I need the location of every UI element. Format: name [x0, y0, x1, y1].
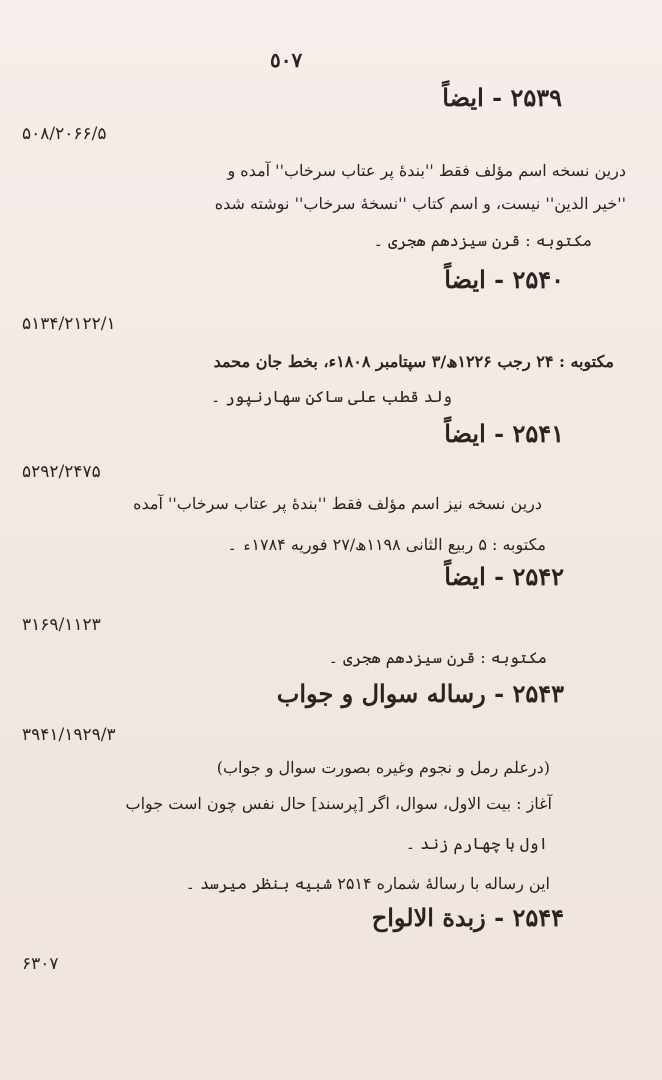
- entry-reference: ۶۳٠۷: [22, 954, 59, 974]
- entry-heading: ۲۵۴۴ - زبدة الالواح: [371, 903, 564, 932]
- entry-reference: ۳۱۶۹/۱۱۲۳: [22, 615, 101, 635]
- entry-line: مکتوبه : قرن سیزدهم هجری ۔: [373, 231, 592, 250]
- entry-heading: ۲۵۳۹ - ایضاً: [442, 83, 562, 112]
- entry-line: (درعلم رمل و نجوم وغیره بصورت سوال و جواب): [216, 758, 550, 777]
- entry-heading: ۲۵۴۱ - ایضاً: [444, 419, 564, 448]
- entry-line: درین نسخه نیز اسم مؤلف فقط ''بندهٔ پر عتاب سرخاب'' آمده: [133, 494, 542, 513]
- entry-reference: ۳۹۴۱/۱۹۲۹/۳: [22, 725, 116, 745]
- entry-line: مکتوبه : ۲۴ رجب ۱۲۲۶ھ/۳ سپتامبر ۱۸٠۸ء، بخط جان محمد: [213, 352, 614, 371]
- page-number: ٥٠٧: [270, 48, 303, 72]
- entry-line: مکتوبه : قرن سیزدهم هجری ۔: [328, 648, 547, 667]
- entry-heading: ۲۵۴٠ - ایضاً: [444, 265, 564, 294]
- entry-reference: ۵۲۹۲/۲۴۷۵: [22, 462, 101, 482]
- entry-heading: ۲۵۴۳ - رساله سوال و جواب: [276, 679, 564, 708]
- entry-line: ولد قطب علی ساکن سهارنپور ۔: [210, 387, 452, 406]
- entry-heading: ۲۵۴۲ - ایضاً: [444, 562, 564, 591]
- entry-line: درین نسخه اسم مؤلف فقط ''بندهٔ پر عتاب سرخاب'' آمده و: [227, 161, 626, 180]
- entry-line: آغاز : بیت الاول، سوال، اگر [پرسند] حال نفس چون است جواب: [125, 794, 552, 813]
- entry-line: ''خیر الدین'' نیست، و اسم کتاب ''نسخهٔ سرخاب'' نوشته شده: [214, 194, 626, 213]
- entry-line: مکتوبه : ۵ ربیع الثانی ۱۱۹۸ھ/۲۷ فوریه ۱۷۸۴ء ۔: [227, 535, 546, 554]
- entry-line: اول با چهارم زند ۔: [405, 834, 548, 853]
- entry-reference: ۵۱۳۴/۲۱۲۲/۱: [22, 314, 116, 334]
- entry-line: این رساله با رسالهٔ شماره ۲۵۱۴ شبیه بنظر میرسد ۔: [185, 874, 550, 893]
- entry-reference: ۵٠٨/۲٠۶۶/۵: [22, 124, 107, 144]
